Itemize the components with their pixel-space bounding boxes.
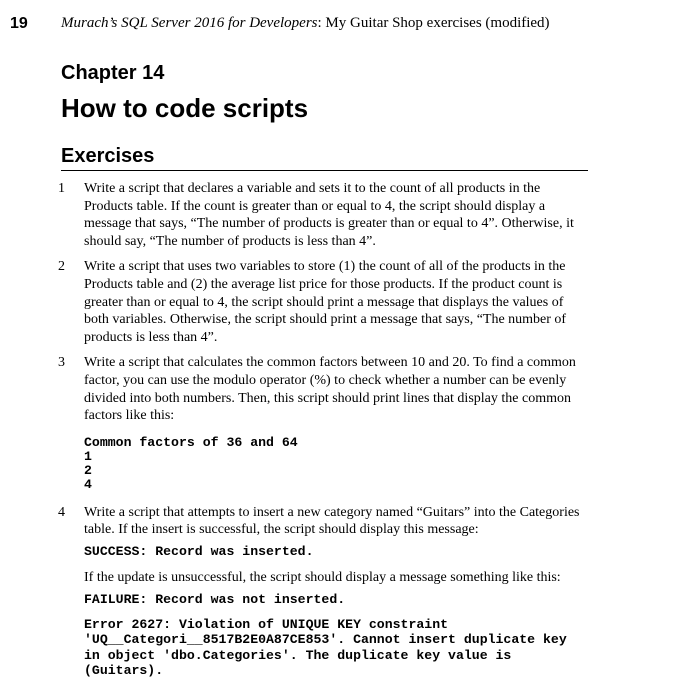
- code-example: [84, 436, 590, 492]
- exercise-number: 4: [58, 504, 65, 520]
- exercise-4: [58, 504, 590, 679]
- error-line: (Guitars).: [84, 663, 164, 678]
- exercise-body: [84, 504, 590, 679]
- chapter-title: How to code scripts: [61, 93, 309, 123]
- running-head: [61, 15, 550, 32]
- exercise-number: 1: [58, 181, 65, 196]
- code-line: Common factors of 36 and 64: [84, 434, 298, 450]
- section-divider: [61, 170, 588, 171]
- exercise-text: Write a script that attempts to insert a new category named “Guitars” into the Categories table. If the insert is successful, the script should display this message:: [84, 504, 580, 538]
- exercise-body: [84, 180, 590, 250]
- error-line: in object 'dbo.Categories'. The duplicate key value is: [84, 647, 512, 663]
- code-line: 4: [84, 476, 92, 492]
- exercise-text: Write a script that uses two variables to store (1) the count of all of the products in the Products table and (2) the average list price for those products. If the product count is greater than or equal to 4, the script should print a message that displays the values of both variables. Otherwise, the script should print a message that says, “The number of products is less than 4”.: [84, 259, 567, 345]
- exercise-body: [84, 354, 590, 503]
- error-line: 'UQ__Categori__8517B2E0A87CE853'. Cannot insert duplicate key: [84, 632, 567, 647]
- spacer: [58, 346, 590, 354]
- code-line: 1: [84, 448, 92, 464]
- exercise-body: [84, 258, 590, 346]
- exercise-2: [58, 258, 590, 346]
- page-number: 19: [10, 15, 28, 32]
- error-message: [84, 617, 590, 679]
- success-message: SUCCESS: Record was inserted.: [84, 543, 314, 559]
- chapter-label: Chapter 14: [61, 62, 165, 84]
- code-line: 2: [84, 462, 92, 478]
- error-line: Error 2627: Violation of UNIQUE KEY constraint: [84, 616, 449, 632]
- spacer: [58, 250, 590, 258]
- exercise-text: Write a script that calculates the common factors between 10 and 20. To find a common factor, you can use the modulo operator (%) to check whether a number can be evenly divided into both numbers. Then, this script should print lines that display the common factors like this:: [84, 355, 576, 424]
- exercise-text: Write a script that declares a variable and sets it to the count of all products in the Products table. If the count is greater than or equal to 4, the script should display a message that says, “The number of products is greater than or equal to 4”. Otherwise, it should say, “The number of products is less than 4”.: [84, 181, 574, 249]
- book-title: Murach’s SQL Server 2016 for Developers: [61, 15, 318, 31]
- exercise-number: 2: [58, 259, 65, 275]
- exercise-list: [58, 180, 590, 679]
- exercise-number: 3: [58, 355, 65, 371]
- exercise-3: [58, 354, 590, 503]
- exercise-text-2: If the update is unsuccessful, the script should display a message something like this:: [84, 569, 561, 585]
- section-title: Exercises: [61, 145, 155, 167]
- failure-message: FAILURE: Record was not inserted.: [84, 591, 346, 607]
- book-subtitle: : My Guitar Shop exercises (modified): [317, 15, 550, 31]
- exercise-1: [58, 180, 590, 250]
